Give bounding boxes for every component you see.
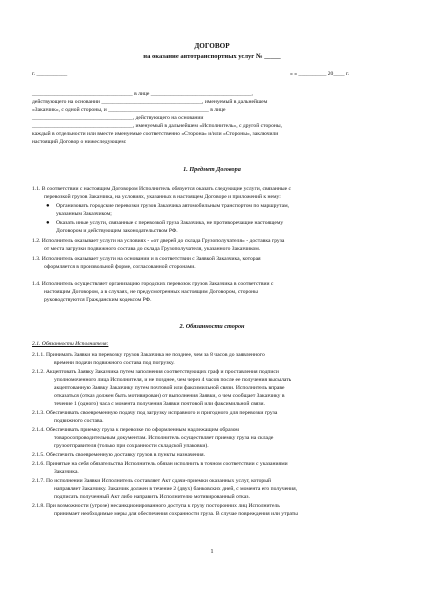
- clause-line: уполномоченного лица Исполнителя, и не позднее, чем через 4 часов после ее получения высылать: [54, 377, 292, 383]
- clause-line: 1.3. Исполнитель оказывает услуги на основании и в соответствии с Заявкой Заказчика, которая: [32, 256, 261, 262]
- clause-line: 2.1.8. При возможности (угрозе) несанкционированного доступа к грузу посторонних лиц Исполнитель: [32, 503, 280, 509]
- clause-line: 2.1.6. Принятые на себя обязательства Исполнитель обязан исполнить в точном соответствии с указаниями: [32, 461, 288, 467]
- clause-line: 1.4. Исполнитель осуществляет организацию городских перевозок грузов Заказчика в соответствии с: [32, 281, 274, 287]
- bullet-line: указанным Заказчиком;: [56, 211, 112, 217]
- bullet-line: Организовать городские перевозки грузов Заказчика автомобильным транспортом по маршрутам,: [56, 203, 290, 209]
- bullet-line: Оказать иные услуги, связанные с перевозкой груза Заказчика, не противоречащие настоящему: [56, 220, 284, 226]
- city-line: г. ___________: [32, 71, 68, 77]
- clause-line: 2.1.2. Акцептовать Заявку Заказчика путем заполнения соответствующих граф и проставления подписи: [32, 369, 279, 375]
- section-2-heading: 2. Обязанности сторон: [179, 323, 245, 330]
- preamble-line: ____________________________________, именуемый в дальнейшем «Исполнитель», с другой стороны,: [32, 123, 283, 129]
- clause-line: принимает необходимые меры для обеспечения сохранности груза. В случае повреждения или утраты: [54, 511, 298, 517]
- clause-line: 2.1.3. Обеспечивать своевременную подачу под загрузку исправного и пригодного для перевозки груза: [32, 410, 278, 416]
- clause-line: товаросопроводительным документам. Исполнитель осуществляет приемку груза на складе: [54, 435, 274, 441]
- preamble-line: ____________________________________, действующего на основании: [32, 115, 204, 121]
- clause-line: течение 1 (одного) часа с момента получения Заявки почтовой или факсимильной связи.: [54, 401, 265, 407]
- section-1-heading: 1. Предмет Договора: [183, 166, 241, 173]
- clause-line: времени подачи подвижного состава под погрузку.: [54, 360, 175, 366]
- document-subtitle: на оказание автотранспортных услуг № _____: [143, 53, 281, 60]
- clause-line: направляет Заказчику. Заказчик должен в течение 2 (двух) банковских дней, с момента его получения,: [54, 486, 298, 492]
- bullet-icon: ●: [46, 203, 50, 209]
- clause-line: Заказчика.: [54, 469, 79, 475]
- clause-line: акцептованную Заявку Заказчику путем почтовой или факсимильной связи. Исполнитель вправе: [54, 385, 285, 391]
- date-line: « » __________ 20____ г.: [290, 71, 349, 77]
- preamble-line: каждый в отдельности или вместе именуемые соответственно «Сторона» и/или «Стороны», заключили: [32, 131, 279, 137]
- preamble-line: действующего на основании ____________________________________, именуемый в дальнейшем: [32, 99, 268, 105]
- clause-line: 1.1. В соответствии с настоящим Договором Исполнитель обязуется оказать следующие услуги, связанные с: [32, 186, 291, 192]
- page-number: 1: [210, 548, 214, 555]
- clause-line: оформляется в произвольной форме, согласованной сторонами.: [44, 264, 196, 270]
- preamble-line: ____________________________________ в лице ____________________________________,: [32, 91, 253, 97]
- clause-line: подписать полученный Акт либо направить Исполнителю мотивированный отказ.: [54, 494, 250, 500]
- clause-line: 2.1.7. По исполнении Заявки Исполнитель составляет Акт сдачи-приемки оказанных услуг, который: [32, 478, 271, 484]
- clause-line: 2.1.5. Обеспечить своевременную доставку грузов в пункты назначения.: [32, 452, 206, 458]
- clause-line: от места загрузки подвижного состава до склада Грузополучателя, указанного Заказчиком.: [44, 246, 261, 252]
- bullet-line: Договором и действующим законодательством РФ.: [56, 228, 178, 234]
- clause-line: 2.1.4. Обеспечивать приемку груза к перевозке по оформленным надлежащим образом: [32, 427, 239, 433]
- clause-line: перевозкой грузов Заказчика, на условиях, указанных в настоящем Договоре и приложений к нему:: [44, 194, 281, 200]
- clause-line: настоящим Договором, а в случаях, не предусмотренных настоящим Договором, стороны: [44, 289, 258, 295]
- document-title: ДОГОВОР: [194, 42, 230, 50]
- bullet-icon: ●: [46, 220, 50, 226]
- clause-line: отказаться (отказ должен быть мотивирован) от выполнения Заявки, о чем сообщает Заказчику в: [54, 393, 285, 399]
- preamble-line: настоящий Договор о нижеследующем:: [32, 139, 127, 145]
- clause-line: подвижного состава.: [54, 418, 104, 424]
- clause-line: 2.1.1. Принимать Заявки на перевозку грузов Заказчика не позднее, чем за 8 часов до заявленного: [32, 352, 265, 358]
- clause-line: руководствуются Гражданским кодексом РФ.: [44, 297, 152, 303]
- clause-line: 1.2. Исполнитель оказывает услуги на условиях - «от дверей до склада Грузополучателя» - доставка груза: [32, 238, 285, 244]
- subsection-heading: 2.1. Обязанности Исполнителя:: [32, 341, 109, 347]
- clause-line: грузоотправителя (только при сохранности складской упаковки).: [54, 443, 209, 449]
- preamble-line: «Заказчик», с одной стороны, и ____________________________________ в лице: [32, 107, 226, 113]
